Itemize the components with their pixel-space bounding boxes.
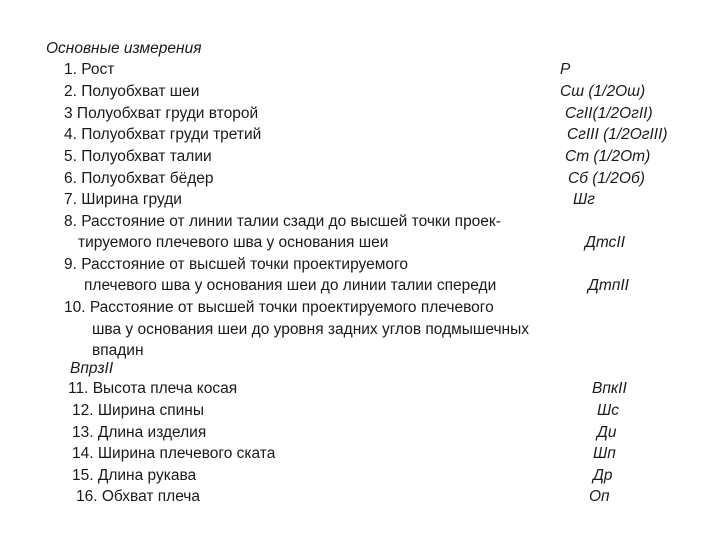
- measurement-label-line: 8. Расстояние от линии талии сзади до высшей точки проек-: [64, 213, 501, 230]
- measurement-label: 4. Полуобхват груди третий: [64, 126, 262, 143]
- measurement-label: 14. Ширина плечевого ската: [72, 445, 276, 462]
- measurement-symbol: Шг: [573, 191, 595, 208]
- measurement-symbol: Шп: [593, 445, 616, 462]
- measurement-symbol: Ст (1/2От): [565, 148, 651, 165]
- measurement-label: 13. Длина изделия: [72, 424, 207, 441]
- measurement-symbol: СгII(1/2ОгII): [565, 105, 653, 122]
- measurement-label: 7. Ширина груди: [64, 191, 182, 208]
- measurement-label-line: плечевого шва у основания шеи до линии талии спереди: [84, 277, 497, 294]
- measurement-label: 11. Высота плеча косая: [68, 380, 238, 397]
- measurement-label-line: тируемого плечевого шва у основания шеи: [78, 234, 389, 251]
- measurement-symbol: ВпкII: [592, 380, 627, 397]
- measurement-symbol: ВпрзII: [70, 360, 114, 377]
- measurement-label-line: шва у основания шеи до уровня задних углов подмышечных: [92, 321, 529, 338]
- measurement-label: 1. Рост: [64, 61, 115, 78]
- measurement-label: 2. Полуобхват шеи: [64, 83, 200, 100]
- measurement-label: 12. Ширина спины: [72, 402, 204, 419]
- measurement-label: 6. Полуобхват бёдер: [64, 170, 214, 187]
- measurement-label: 5. Полуобхват талии: [64, 148, 212, 165]
- measurement-symbol: Шс: [597, 402, 620, 419]
- measurement-label-line: 9. Расстояние от высшей точки проектируемого: [64, 256, 408, 273]
- measurement-symbol: Оп: [589, 488, 610, 505]
- measurement-symbol: ДтсII: [585, 234, 626, 251]
- measurement-symbol: Р: [560, 61, 571, 78]
- heading: Основные измерения: [46, 40, 202, 57]
- measurement-label-line: впадин: [92, 342, 144, 359]
- measurement-symbol: ДтпII: [588, 277, 629, 294]
- measurement-symbol: Сб (1/2Об): [568, 170, 645, 187]
- measurement-label: 3 Полуобхват груди второй: [64, 105, 259, 122]
- measurement-label: 15. Длина рукава: [72, 467, 197, 484]
- measurement-label: 16. Обхват плеча: [76, 488, 201, 505]
- measurement-symbol: СгIII (1/2ОгIII): [567, 126, 668, 143]
- measurement-symbol: Ди: [597, 424, 617, 441]
- measurement-symbol: Сш (1/2Ош): [560, 83, 646, 100]
- measurement-symbol: Др: [593, 467, 613, 484]
- measurement-label-line: 10. Расстояние от высшей точки проектируемого плечевого: [64, 299, 494, 316]
